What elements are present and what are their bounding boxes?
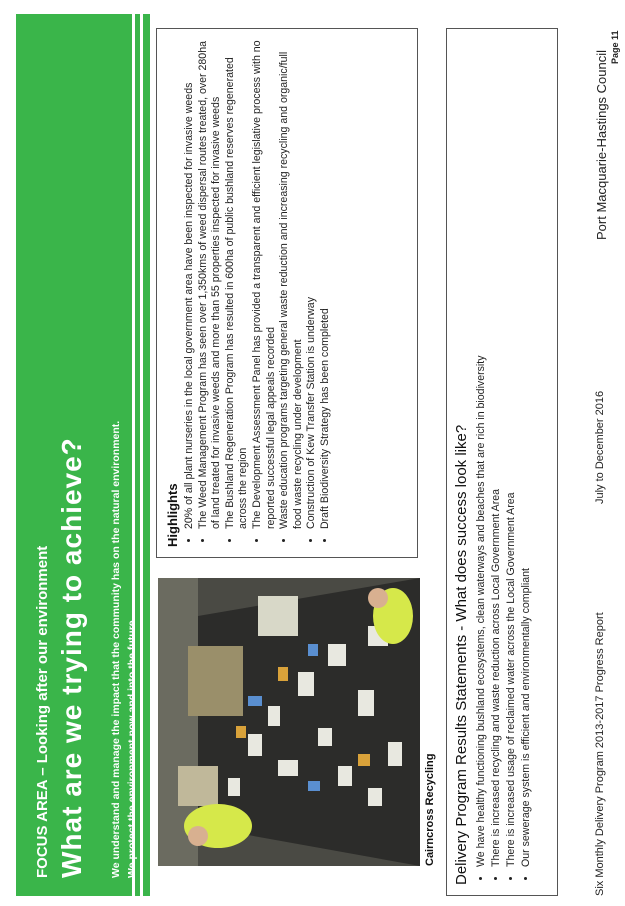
- footer-council: Port Macquarie-Hastings Council: [594, 49, 609, 240]
- photo-caption: Cairncross Recycling: [424, 753, 436, 866]
- list-item: • The Development Assessment Panel has provided a transparent and efficient legislative process with no reported successful legal appeals recorded: [251, 39, 278, 529]
- list-item: • There is increased usage of reclaimed water across the Local Government Area: [504, 39, 519, 867]
- list-item: • Draft Biodiversity Strategy has been completed: [319, 39, 333, 529]
- list-item: • We have healthy functioning bushland ecosystems, clean waterways and beaches that are rich in biodiversity: [474, 39, 489, 867]
- list-item: • There is increased recycling and waste reduction across Local Government Area: [489, 39, 504, 867]
- results-statements-box: [446, 28, 558, 896]
- banner-title: What are we trying to achieve?: [56, 437, 87, 878]
- list-item: • Construction of Kew Transfer Station is underway: [305, 39, 319, 529]
- results-title: Delivery Program Results Statements - What does success look like?: [453, 424, 470, 885]
- list-item: • 20% of all plant nurseries in the local government area have been inspected for invasive weeds: [183, 39, 197, 529]
- highlights-title: Highlights: [165, 483, 180, 547]
- results-list: [474, 39, 534, 885]
- list-item: • The Weed Management Program has seen over 1,350kms of weed dispersal routes treated, over 280ha of land treated for invasive weeds and more than 55 properties inspected for invasive weeds: [197, 39, 224, 529]
- banner-stripe: [140, 14, 143, 896]
- footer-report-title: Six Monthly Delivery Program 2013-2017 Progress Report: [594, 612, 606, 896]
- list-item: • Waste education programs targeting general waste reduction and increasing recycling and organic/full food waste recycling under development: [278, 39, 305, 529]
- footer-period: July to December 2016: [594, 390, 606, 504]
- recycling-photo-image: [158, 578, 420, 866]
- highlights-box: [156, 28, 418, 558]
- focus-area-label: FOCUS AREA – Looking after our environment: [34, 545, 51, 878]
- banner-statement: We protect the environment now and into the future.: [126, 617, 138, 878]
- recycling-photo: [158, 578, 420, 866]
- focus-area-banner: [16, 14, 150, 896]
- list-item: • The Bushland Regeneration Program has resulted in 600ha of public bushland reserves regenerated across the region: [224, 39, 251, 529]
- banner-statement: We understand and manage the impact that the community has on the natural environment.: [110, 420, 122, 878]
- highlights-list: [183, 39, 333, 547]
- list-item: • Our sewerage system is efficient and environmentally compliant: [519, 39, 534, 867]
- page-number: Page 11: [610, 30, 620, 64]
